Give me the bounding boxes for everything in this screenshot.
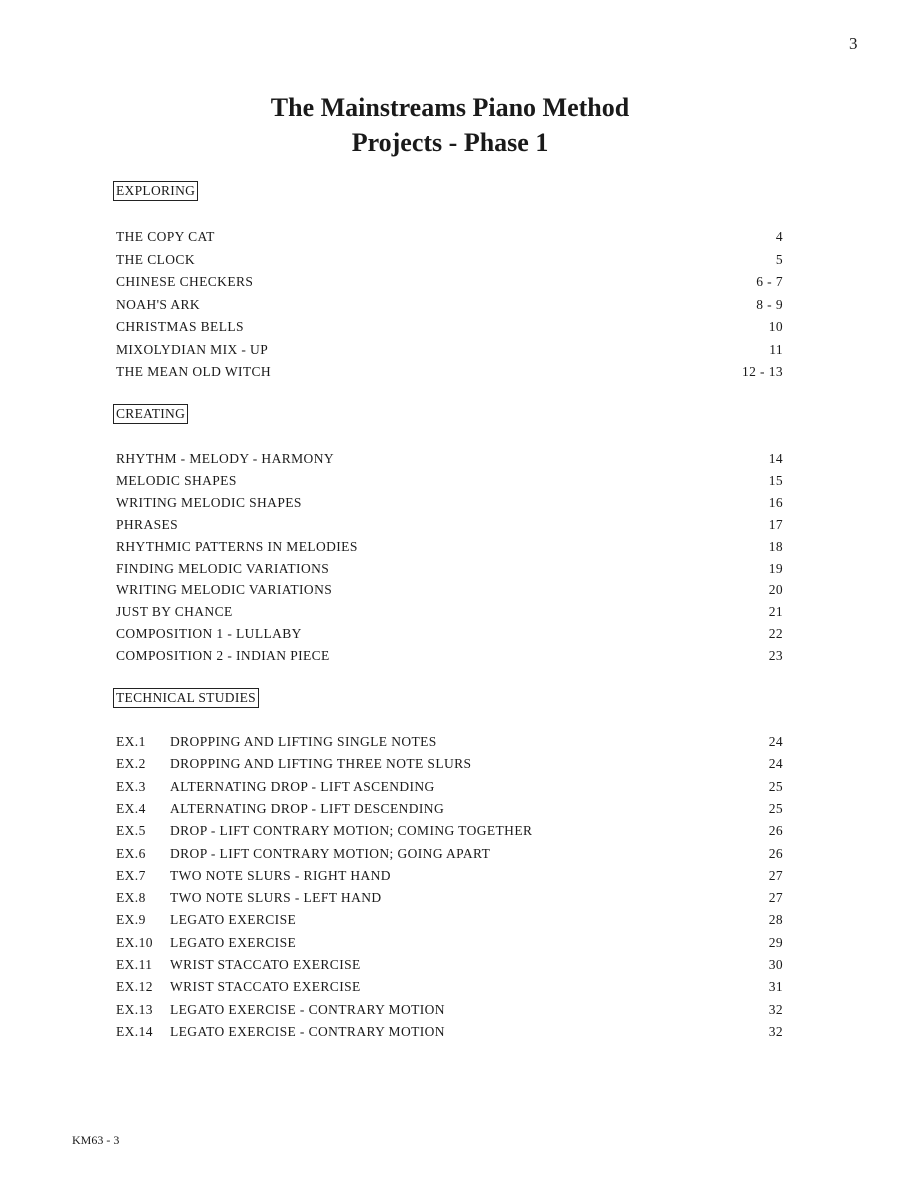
toc-entry-title: CHINESE CHECKERS [116, 274, 254, 289]
toc-row [116, 1024, 783, 1044]
toc-row [116, 364, 783, 384]
toc-entry-title: DROP - LIFT CONTRARY MOTION; GOING APART [170, 845, 491, 861]
exercise-number: EX.1 [116, 734, 146, 749]
toc-page-number: 25 [768, 778, 783, 794]
toc-page-number: 22 [768, 626, 783, 642]
toc-page-number: 21 [768, 604, 783, 620]
toc-entry-title: LEGATO EXERCISE - CONTRARY MOTION [170, 1001, 445, 1017]
toc-entry-title: MIXOLYDIAN MIX - UP [116, 341, 269, 357]
exercise-number: EX.6 [116, 845, 146, 861]
toc-entry-title: ALTERNATING DROP - LIFT ASCENDING [170, 778, 435, 794]
toc-page-number: 24 [768, 756, 783, 772]
toc-row [116, 979, 783, 999]
exercise-number: EX.14 [116, 1023, 153, 1039]
page-title: The Mainstreams Piano Method [270, 93, 630, 122]
toc-row [116, 274, 783, 294]
exercise-number: EX.11 [116, 957, 153, 972]
toc-entry-title: WRIST STACCATO EXERCISE [170, 979, 361, 995]
toc-row [116, 756, 783, 776]
toc-page-number: 28 [768, 912, 783, 928]
toc-entry-title: THE MEAN OLD WITCH [116, 364, 272, 379]
toc-page-number: 32 [768, 1023, 783, 1039]
toc-entry-title: RHYTHMIC PATTERNS IN MELODIES [116, 538, 358, 554]
toc-page-number: 6 - 7 [756, 274, 783, 289]
toc-entry-title: FINDING MELODIC VARIATIONS [116, 560, 330, 576]
toc-entry-title: DROPPING AND LIFTING SINGLE NOTES [170, 734, 437, 749]
section-exploring [113, 181, 783, 379]
toc-entry-title: COMPOSITION 1 - LULLABY [116, 626, 302, 642]
toc-row [116, 868, 783, 888]
toc-page-number: 27 [768, 867, 783, 883]
toc-row [116, 319, 783, 339]
exercise-number: EX.9 [116, 912, 146, 928]
exercise-number: EX.4 [116, 800, 146, 816]
toc-page-number: 19 [768, 560, 783, 576]
toc-entry-title: WRITING MELODIC SHAPES [116, 494, 302, 510]
toc-row [116, 495, 783, 515]
toc-row [116, 935, 783, 955]
toc-row [116, 561, 783, 581]
toc-entry-title: TWO NOTE SLURS - LEFT HAND [170, 890, 382, 906]
toc-entry-title: NOAH'S ARK [116, 296, 201, 312]
section-technical [113, 688, 783, 1039]
page-subtitle: Projects - Phase 1 [351, 128, 549, 157]
section-creating [113, 404, 783, 664]
toc-entry-title: LEGATO EXERCISE [170, 912, 297, 928]
toc-page-number: 12 - 13 [741, 364, 783, 379]
toc-page-number: 27 [768, 890, 783, 906]
toc-row [116, 451, 783, 471]
toc-page-number: 32 [768, 1001, 783, 1017]
toc-row [116, 779, 783, 799]
toc-entry-title: TWO NOTE SLURS - RIGHT HAND [170, 867, 391, 883]
toc-page-number: 26 [768, 823, 783, 839]
toc-row [116, 912, 783, 932]
toc-row [116, 734, 783, 754]
toc-entry-title: WRITING MELODIC VARIATIONS [116, 582, 333, 598]
toc-entry-title: WRIST STACCATO EXERCISE [170, 957, 361, 972]
toc-row [116, 342, 783, 362]
toc-row [116, 823, 783, 843]
toc-page-number: 16 [768, 494, 783, 510]
toc-row [116, 604, 783, 624]
toc-row [116, 1002, 783, 1022]
toc-row [116, 517, 783, 537]
toc-page-number: 20 [768, 582, 783, 598]
toc-row [116, 297, 783, 317]
section-heading-exploring: EXPLORING [113, 181, 198, 201]
toc-page-number: 18 [768, 538, 783, 554]
exercise-number: EX.10 [116, 934, 153, 950]
exercise-number: EX.2 [116, 756, 146, 772]
toc-entry-title: COMPOSITION 2 - INDIAN PIECE [116, 648, 330, 664]
toc-entry-title: ALTERNATING DROP - LIFT DESCENDING [170, 800, 445, 816]
toc-row [116, 626, 783, 646]
toc-entry-title: THE CLOCK [116, 251, 195, 267]
toc-entry-title: LEGATO EXERCISE [170, 934, 297, 950]
toc-page-number: 23 [768, 648, 783, 664]
toc-row [116, 252, 783, 272]
toc-row [116, 648, 783, 668]
toc-page-number: 30 [768, 957, 783, 972]
toc-page-number: 24 [768, 734, 783, 749]
toc-page-number: 10 [768, 319, 783, 334]
section-heading-technical: TECHNICAL STUDIES [113, 688, 259, 708]
toc-page-number: 17 [768, 516, 783, 532]
toc-page-number: 15 [768, 472, 783, 488]
toc-page-number: 14 [768, 451, 783, 466]
toc-row [116, 539, 783, 559]
exercise-number: EX.12 [116, 979, 153, 995]
exercise-number: EX.8 [116, 890, 146, 906]
toc-entry-title: CHRISTMAS BELLS [116, 319, 244, 334]
toc-page-number: 29 [768, 934, 783, 950]
toc-entry-title: THE COPY CAT [116, 229, 215, 244]
section-heading-creating: CREATING [113, 404, 188, 424]
toc-entry-title: PHRASES [116, 516, 179, 532]
footer-code: KM63 - 3 [72, 1133, 120, 1147]
toc-entry-title: RHYTHM - MELODY - HARMONY [116, 451, 334, 466]
toc-row [116, 801, 783, 821]
toc-row [116, 890, 783, 910]
toc-page-number: 5 [775, 251, 783, 267]
toc-entry-title: DROPPING AND LIFTING THREE NOTE SLURS [170, 756, 472, 772]
toc-page-number: 26 [768, 845, 783, 861]
exercise-number: EX.13 [116, 1001, 153, 1017]
toc-entry-title: JUST BY CHANCE [116, 604, 233, 620]
toc-entry-title: MELODIC SHAPES [116, 472, 237, 488]
toc-row [116, 846, 783, 866]
toc-row [116, 473, 783, 493]
toc-page-number: 31 [768, 979, 783, 995]
exercise-number: EX.3 [116, 778, 146, 794]
toc-entry-title: LEGATO EXERCISE - CONTRARY MOTION [170, 1023, 445, 1039]
toc-row [116, 229, 783, 249]
toc-row [116, 582, 783, 602]
toc-entry-title: DROP - LIFT CONTRARY MOTION; COMING TOGETHER [170, 823, 533, 839]
toc-page-number: 4 [775, 229, 783, 244]
toc-page-number: 25 [768, 800, 783, 816]
exercise-number: EX.5 [116, 823, 146, 839]
toc-page-number: 11 [769, 341, 783, 357]
toc-page-number: 8 - 9 [756, 296, 783, 312]
toc-row [116, 957, 783, 977]
page-number: 3 [849, 34, 858, 53]
exercise-number: EX.7 [116, 867, 146, 883]
